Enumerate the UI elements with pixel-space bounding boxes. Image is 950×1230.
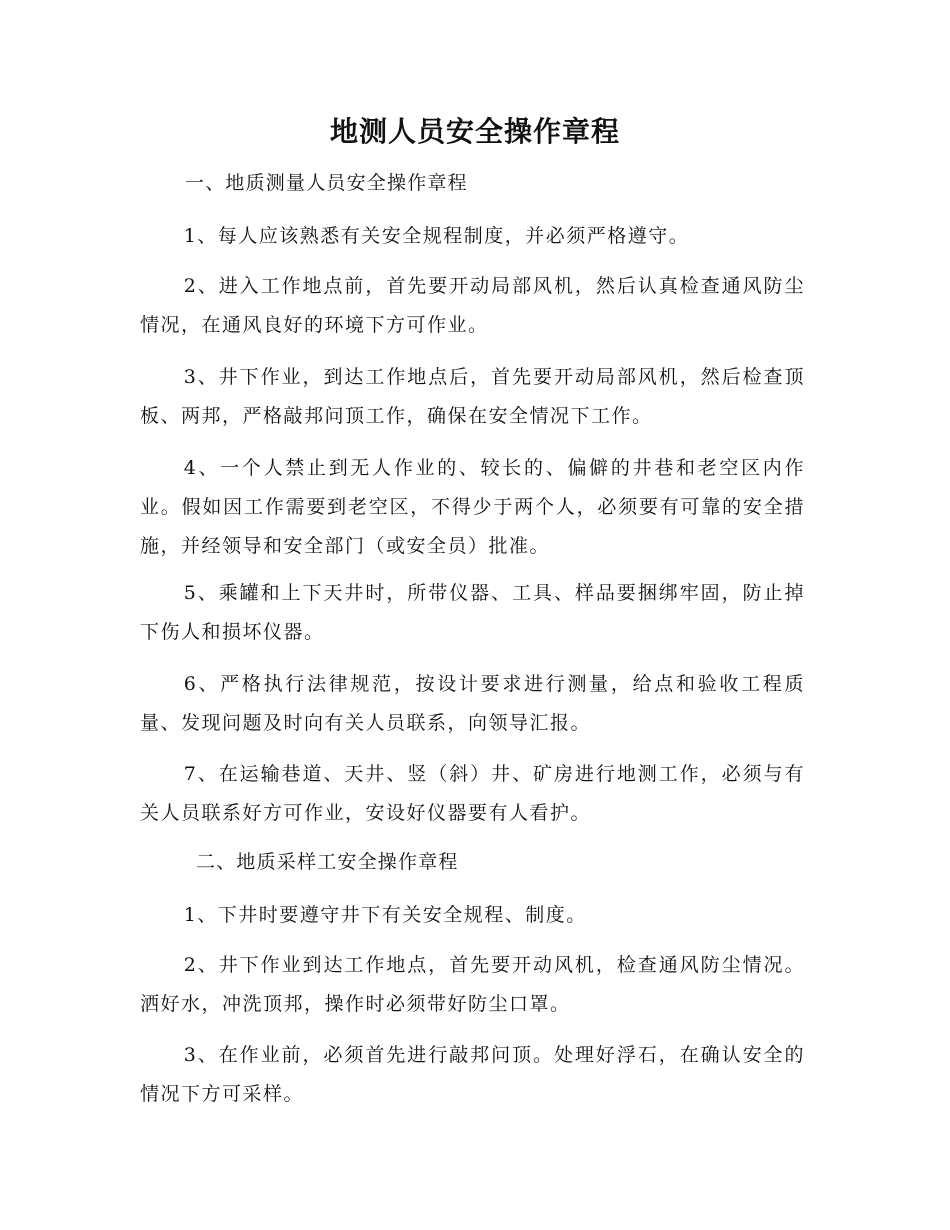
paragraph-1-1: 1、每人应该熟悉有关安全规程制度，并必须严格遵守。 [183,225,690,247]
document-title: 地测人员安全操作章程 [329,115,620,148]
section-heading-2: 二、地质采样工安全操作章程 [196,851,459,873]
section-heading-1: 一、地质测量人员安全操作章程 [185,172,468,194]
paragraph-2-2: 2、井下作业到达工作地点，首先要开动风机，检查通风防尘情况。洒好水，冲洗顶邦，操作时必须带好防尘口罩。 [140,954,805,1015]
paragraph-2-3: 3、在作业前，必须首先进行敲邦问顶。处理好浮石，在确认安全的情况下方可采样。 [140,1044,805,1105]
paragraph-2-1: 1、下井时要遵守井下有关安全规程、制度。 [183,904,587,926]
paragraph-1-7: 7、在运输巷道、天井、竖（斜）井、矿房进行地测工作，必须与有关人员联系好方可作业，安设好仪器要有人看护。 [140,763,805,824]
paragraph-1-6: 6、严格执行法律规范，按设计要求进行测量，给点和验收工程质量、发现问题及时向有关人员联系，向领导汇报。 [140,673,805,734]
paragraph-1-3: 3、井下作业，到达工作地点后，首先要开动局部风机，然后检查顶板、两邦，严格敲邦问顶工作，确保在安全情况下工作。 [140,366,805,427]
paragraph-1-2: 2、进入工作地点前，首先要开动局部风机，然后认真检查通风防尘情况，在通风良好的环境下方可作业。 [140,275,805,336]
paragraph-1-5: 5、乘罐和上下天井时，所带仪器、工具、样品要捆绑牢固，防止掉下伤人和损坏仪器。 [140,582,805,643]
paragraph-1-4: 4、一个人禁止到无人作业的、较长的、偏僻的井巷和老空区内作业。假如因工作需要到老空区，不得少于两个人，必须要有可靠的安全措施，并经领导和安全部门（或安全员）批准。 [140,457,805,557]
